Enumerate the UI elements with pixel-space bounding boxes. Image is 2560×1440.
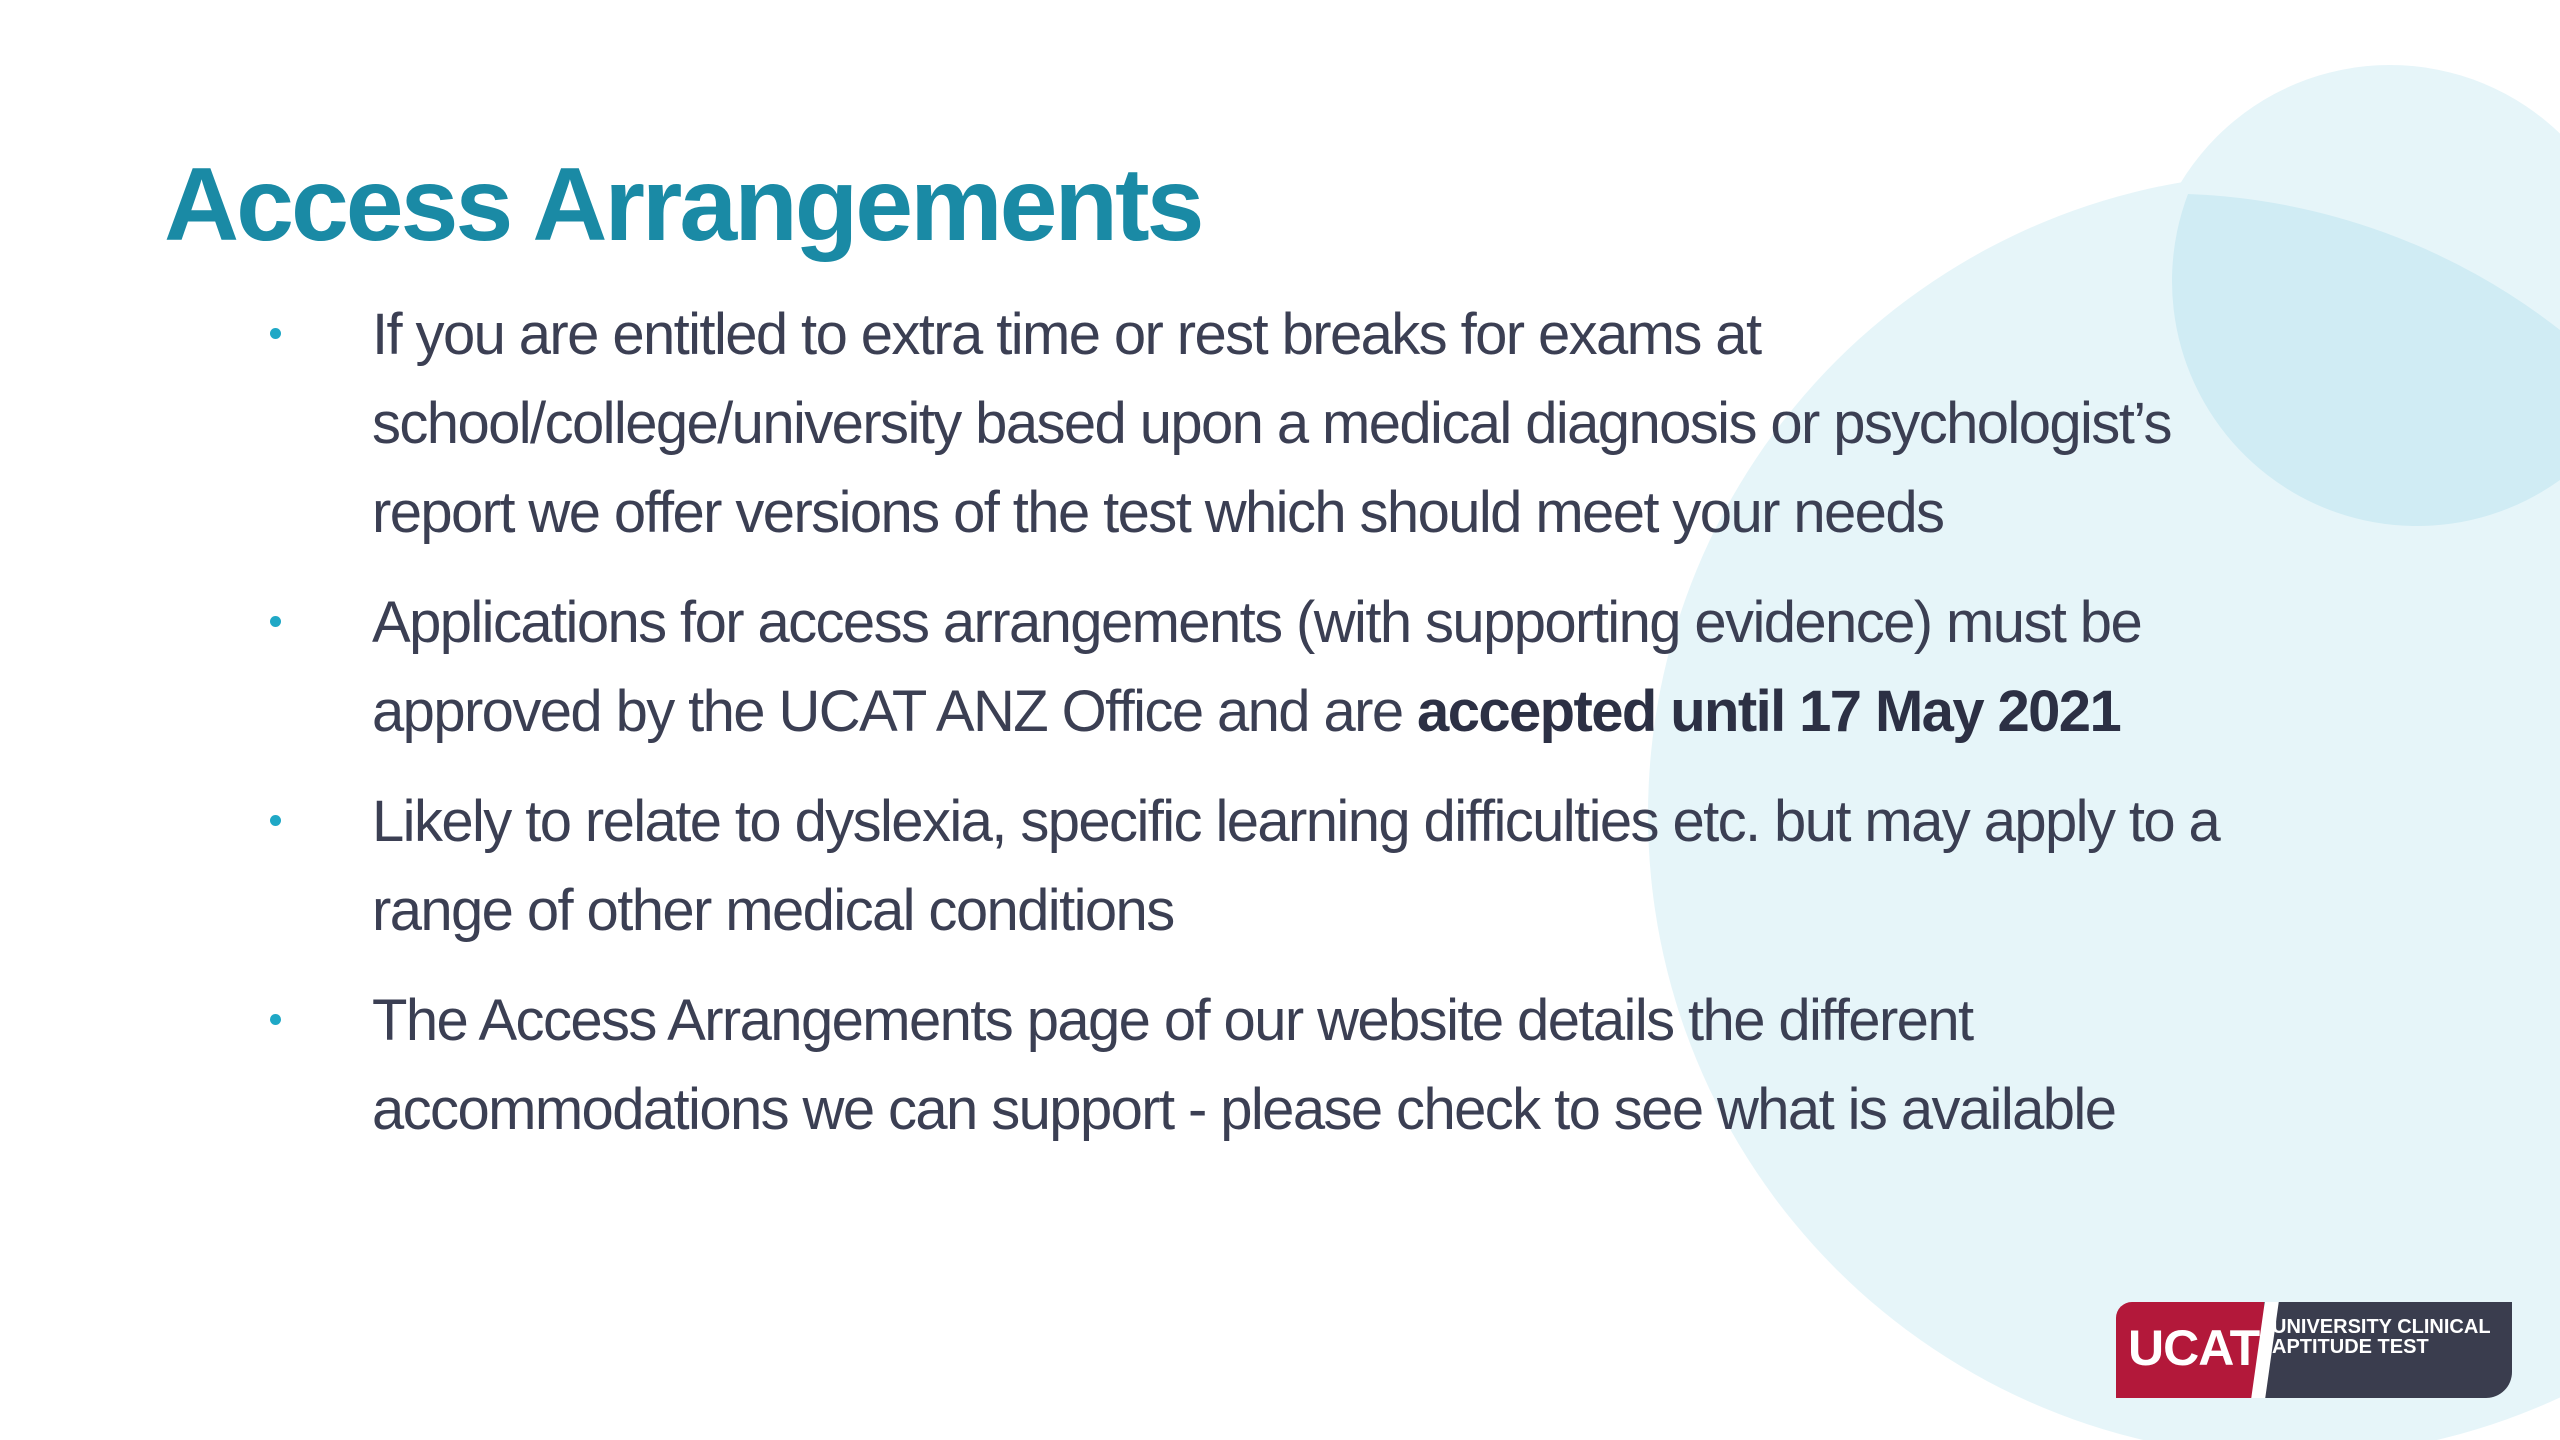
bullet-text: The Access Arrangements page of our website details the different accommodations we can support - please check to see what is available [372,988,2116,1142]
bullet-deadline-text: accepted until 17 May 2021 [1417,679,2121,744]
bullet-icon [270,328,281,339]
bullet-text: Applications for access arrangements (with supporting evidence) must be approved by the UCAT ANZ Office and are [372,590,2142,744]
list-item [260,976,2220,1154]
bullet-text: Likely to relate to dyslexia, specific learning difficulties etc. but may apply to a range of other medical conditions [372,789,2220,943]
bullet-list [260,290,2220,1175]
bullet-icon [270,815,281,826]
bullet-text: If you are entitled to extra time or rest breaks for exams at school/college/university based upon a medical diagnosis or psychologist’s report we offer versions of the test which should meet your needs [372,302,2171,545]
list-item [260,578,2220,756]
logo-subtitle-line2: APTITUDE TEST [2272,1336,2429,1358]
logo-mark-text: UCAT [2128,1320,2260,1376]
bullet-icon [270,1014,281,1025]
list-item [260,777,2220,955]
logo-subtitle-line1: UNIVERSITY CLINICAL [2272,1316,2491,1338]
bullet-icon [270,616,281,627]
ucat-logo [2116,1302,2512,1398]
list-item [260,290,2220,557]
page-title: Access Arrangements [164,147,1202,263]
